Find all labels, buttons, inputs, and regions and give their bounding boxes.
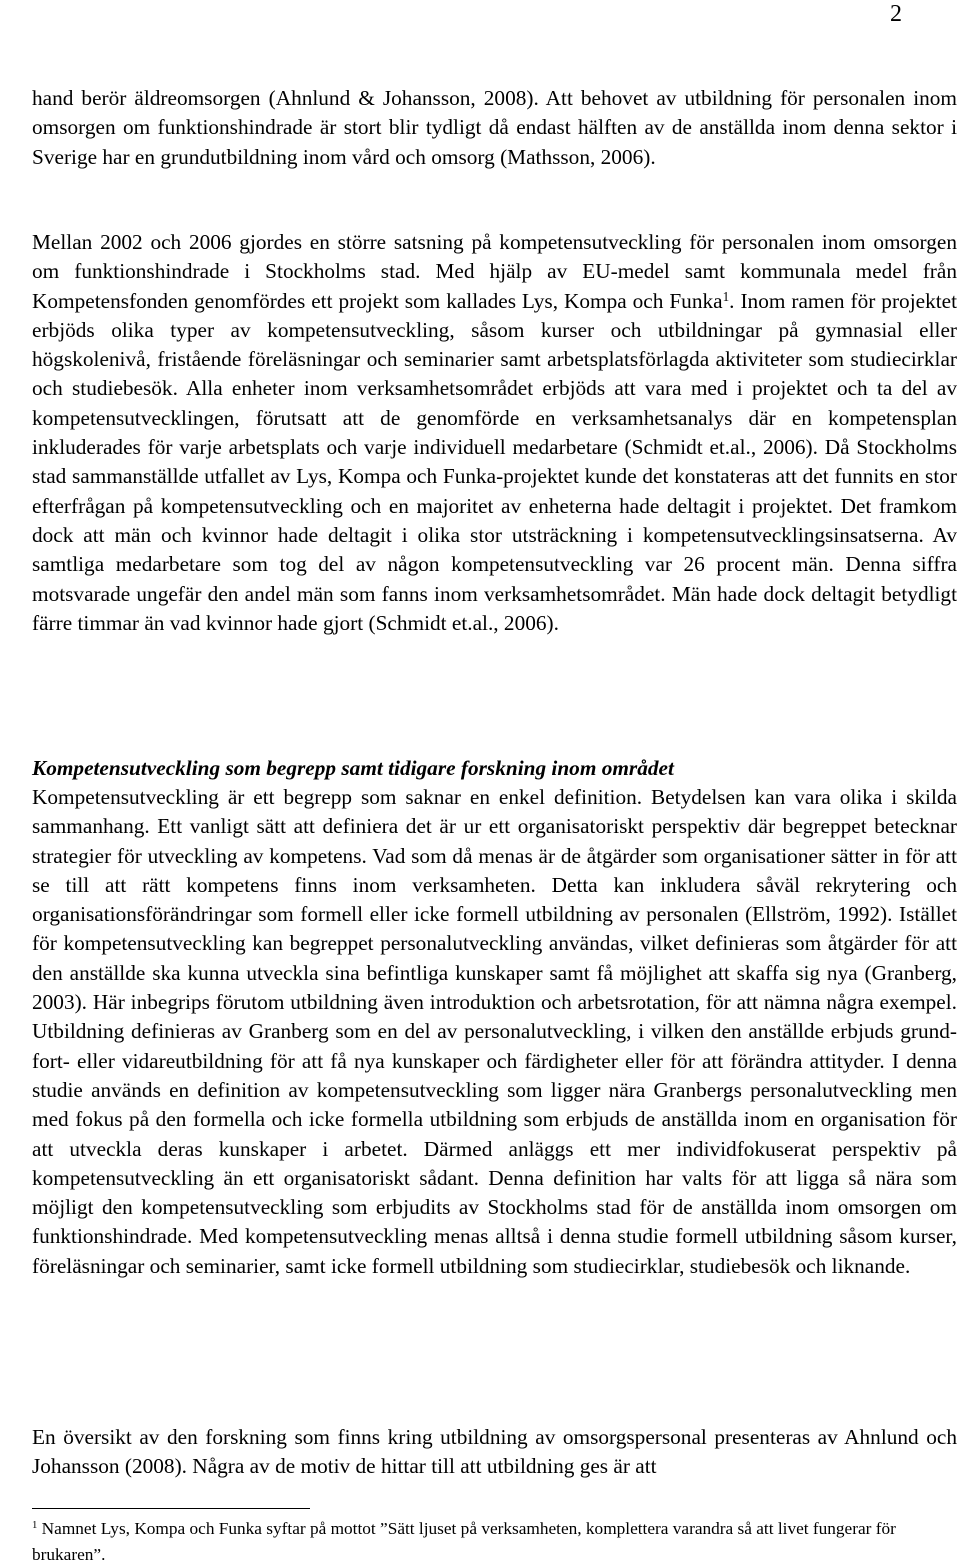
paragraph-definition: Kompetensutveckling är ett begrepp som saknar en enkel definition. Betydelsen kan vara olika i skilda sammanhang. Ett vanligt sätt att definiera det är ur ett organisatoriskt perspektiv där begreppet betecknar strategier för utveckling av kompetens. Vad som då menas är de åtgärder som organisationer sätter in för att se till att rätt kompetens finns inom verksamheten. Detta kan inkludera såväl rekrytering och organisationsförändringar som formell eller icke formell utbildning av personalen (Ellström, 1992). Istället för kompetensutveckling kan begreppet personalutveckling användas, vilket definieras som åtgärder för att den anställde ska kunna utveckla sina befintliga kunskaper samt få möjlighet att skaffa sig nya (Granberg, 2003). Här inbegrips förutom utbildning även introduktion och arbetsrotation, för att nämna några exempel. Utbildning definieras av Granberg som en del av personalutveckling, i vilken den anställde erbjuds grund- fort- eller vidareutbildning för att få nya kunskaper och färdigheter eller för att förändra attityder. I denna studie används en definition av kompetensutveckling som ligger nära Granbergs personalutveckling men med fokus på den formella och icke formella utbildning som erbjuds de anställda inom en organisation för att utveckla deras kunskaper i arbetet. Därmed anläggs ett mer individfokuserat perspektiv på kompetensutveckling än ett organisatoriskt sådant. Denna definition har valts för att ligga så nära som möjligt den kompetensutveckling som erbjudits av Stockholms stad för de anställda inom omsorgen om funktionshindrade. Med kompetensutveckling menas alltså i denna studie formell utbildning såsom kurser, föreläsningar och seminarier, samt icke formell utbildning som studiecirklar, studiebesök och liknande.	[32, 785, 957, 1278]
footnote-text: Namnet Lys, Kompa och Funka syftar på mottot ”Sätt ljuset på verksamheten, komplettera varandra så att livet fungerar för brukaren”.	[32, 1519, 896, 1564]
page-number: 2	[890, 1, 902, 27]
paragraph-project-text-end: . Inom ramen för projektet erbjöds olika typer av kompetensutveckling, såsom kurser och utbildningar på gymnasial eller högskolenivå, fristående föreläsningar och seminarier samt arbetsplatsförlagda aktiviteter som studiecirklar och studiebesök. Alla enheter inom verksamhetsområdet erbjöds att vara med i projektet och ta del av kompetensutvecklingen, förutsatt att de genomförde en verksamhetsanalys där en kompetensplan inkluderades för varje arbetsplats och varje individuell medarbetare (Schmidt et.al., 2006). Då Stockholms stad sammanställde utfallet av Lys, Kompa och Funka-projektet kunde det konstateras att det funnits en stor efterfrågan på kompetensutveckling och en majoritet av enheterna hade deltagit i projektet. Det framkom dock att män och kvinnor hade deltagit i olika stor utsträckning i kompetensutvecklingsinsatserna. Av samtliga medarbetare som tog del av någon kompetensutveckling var 26 procent män. Denna siffra motsvarade ungefär den andel män som fanns inom verksamhetsområdet. Män hade dock deltagit betydligt färre timmar än vad kvinnor hade gjort (Schmidt et.al., 2006).	[32, 288, 957, 635]
section-heading: Kompetensutveckling som begrepp samt tidigare forskning inom området	[32, 756, 674, 780]
paragraph-overview: En översikt av den forskning som finns kring utbildning av omsorgspersonal presenteras av Ahnlund och Johansson (2008). Några av de motiv de hittar till att utbildning ges är att	[32, 1425, 957, 1479]
footnote-marker: 1	[32, 1519, 38, 1532]
paragraph-intro: hand berör äldreomsorgen (Ahnlund & Johansson, 2008). Att behovet av utbildning för personalen inom omsorgen om funktionshindrade är stort blir tydligt då endast hälften av de anställda inom denna sektor i Sverige har en grundutbildning inom vård och omsorg (Mathsson, 2006).	[32, 86, 957, 169]
footnote	[32, 1516, 957, 1568]
paragraph-project	[32, 228, 957, 638]
paragraph-project-text-start: Mellan 2002 och 2006 gjordes en större satsning på kompetensutveckling för personalen inom omsorgen om funktionshindrade i Stockholms stad. Med hjälp av EU-medel samt kommunala medel från Kompetensfonden genomfördes ett projekt som kallades Lys, Kompa och Funka	[32, 230, 957, 313]
footnote-reference: 1	[722, 288, 730, 304]
footnote-divider	[32, 1508, 310, 1509]
